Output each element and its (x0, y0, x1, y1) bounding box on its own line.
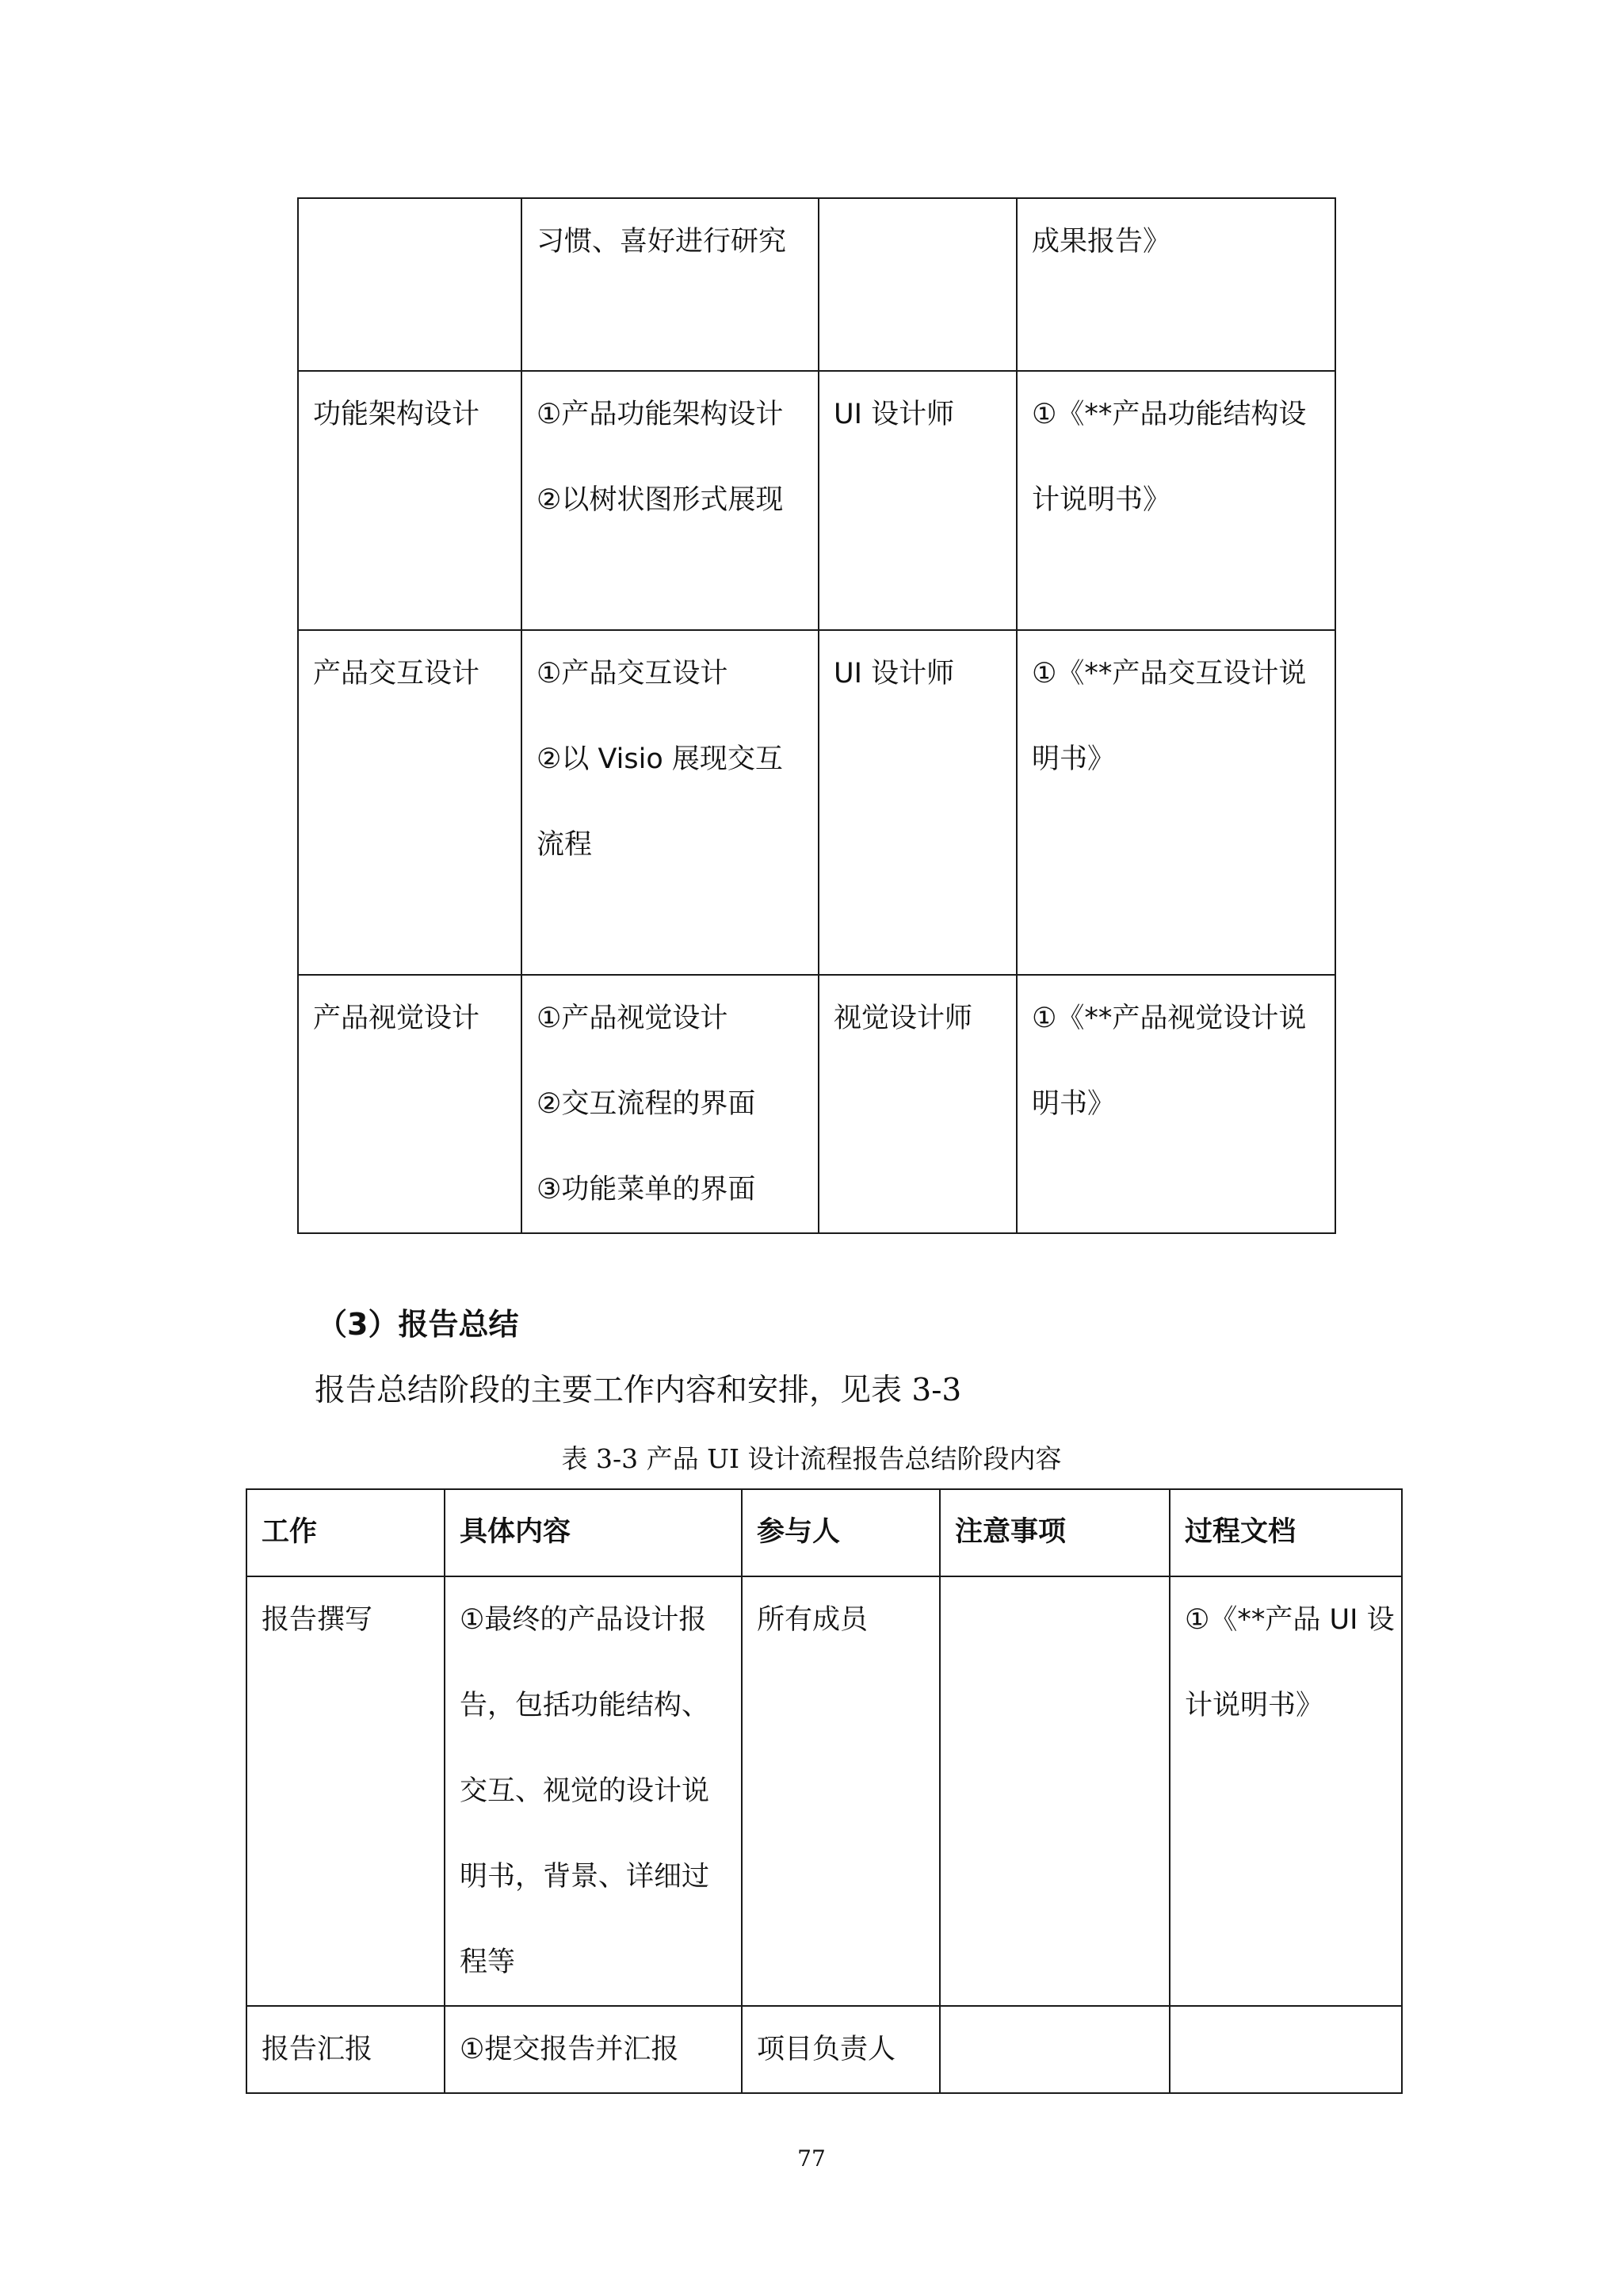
table-row (298, 198, 1335, 371)
document-cell: ①《**产品 UI 设 计说明书》 (1170, 1576, 1402, 2006)
document-cell: ①《**产品交互设计说 明书》 (1017, 630, 1335, 975)
table-caption: 表 3-3 产品 UI 设计流程报告总结阶段内容 (561, 1443, 1062, 1474)
participant-cell: 所有成员 (742, 1576, 940, 2006)
column-header-work: 工作 (246, 1489, 445, 1576)
table-row (298, 371, 1335, 630)
document-cell: 成果报告》 (1017, 198, 1335, 371)
content-cell: ①最终的产品设计报 告，包括功能结构、 交互、视觉的设计说 明书，背景、详细过 程等 (445, 1576, 742, 2006)
design-phase-table-continued (297, 197, 1336, 1234)
work-cell: 产品交互设计 (298, 630, 521, 975)
document-cell: ①《**产品功能结构设 计说明书》 (1017, 371, 1335, 630)
content-cell: ①产品功能架构设计 ②以树状图形式展现 (521, 371, 819, 630)
content-cell: 习惯、喜好进行研究 (521, 198, 819, 371)
table-row (298, 975, 1335, 1233)
table-row (246, 1576, 1402, 2006)
document-cell: ①《**产品视觉设计说 明书》 (1017, 975, 1335, 1233)
column-header-document: 过程文档 (1170, 1489, 1402, 1576)
work-cell: 报告汇报 (246, 2006, 445, 2093)
page-number: 77 (797, 2145, 826, 2172)
table-row (298, 630, 1335, 975)
report-summary-table (246, 1488, 1403, 2094)
participant-cell: 视觉设计师 (819, 975, 1017, 1233)
section-heading: （3）报告总结 (317, 1307, 519, 1342)
work-cell (298, 198, 521, 371)
participant-cell: 项目负责人 (742, 2006, 940, 2093)
work-cell: 报告撰写 (246, 1576, 445, 2006)
work-cell: 产品视觉设计 (298, 975, 521, 1233)
participant-cell: UI 设计师 (819, 630, 1017, 975)
table-row (246, 2006, 1402, 2093)
work-cell: 功能架构设计 (298, 371, 521, 630)
content-cell: ①产品交互设计 ②以 Visio 展现交互 流程 (521, 630, 819, 975)
column-header-content: 具体内容 (445, 1489, 742, 1576)
participant-cell: UI 设计师 (819, 371, 1017, 630)
table-header-row (246, 1489, 1402, 1576)
column-header-participant: 参与人 (742, 1489, 940, 1576)
content-cell: ①提交报告并汇报 (445, 2006, 742, 2093)
column-header-note: 注意事项 (940, 1489, 1170, 1576)
participant-cell (819, 198, 1017, 371)
document-cell (1170, 2006, 1402, 2093)
note-cell (940, 2006, 1170, 2093)
note-cell (940, 1576, 1170, 2006)
section-intro: 报告总结阶段的主要工作内容和安排，见表 3-3 (315, 1373, 962, 1408)
content-cell: ①产品视觉设计 ②交互流程的界面 ③功能菜单的界面 (521, 975, 819, 1233)
